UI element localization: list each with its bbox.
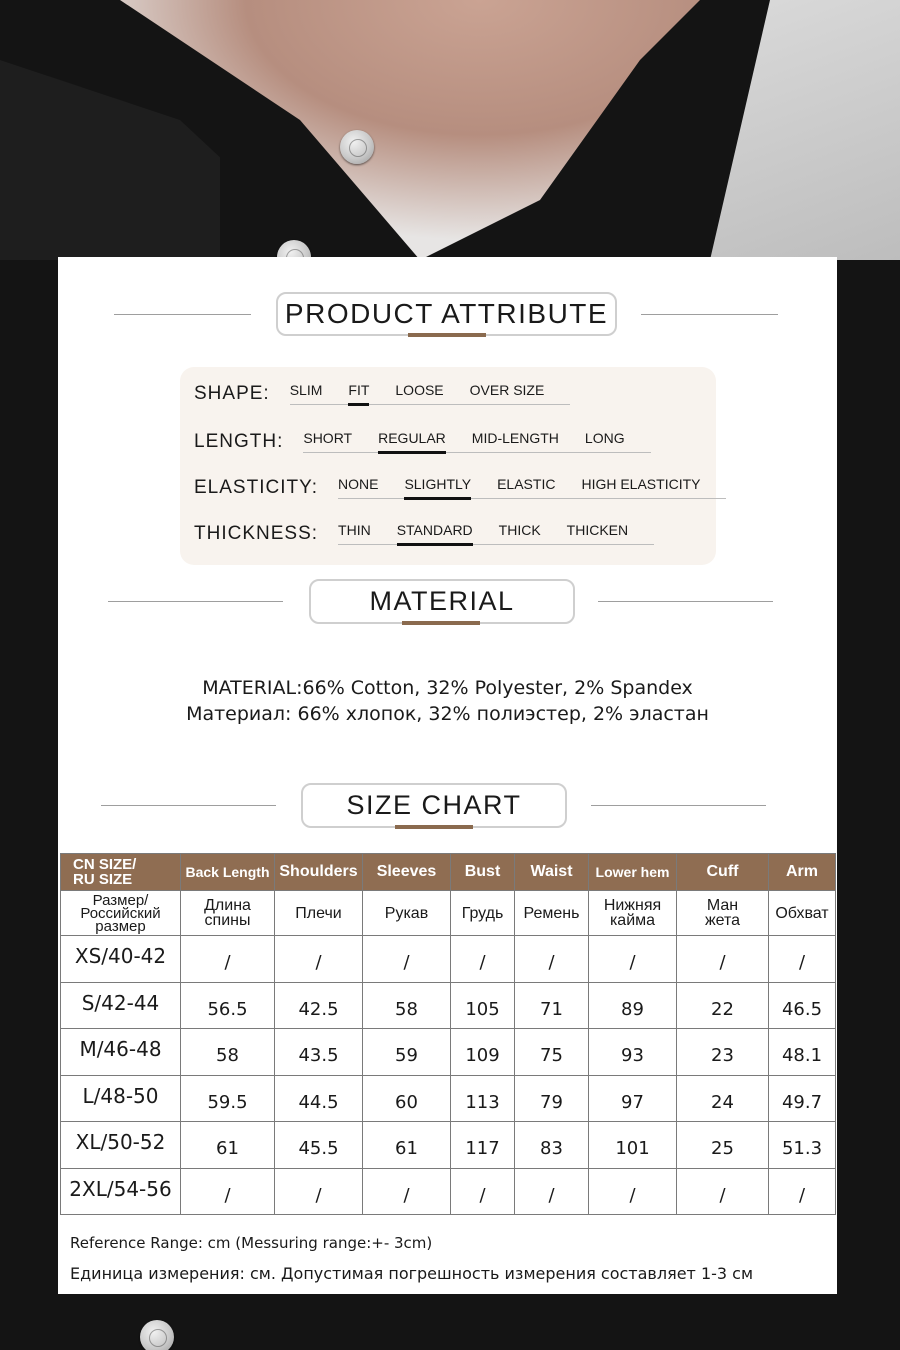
- table-row: [61, 1029, 836, 1076]
- attribute-label: THICKNESS:: [194, 523, 319, 544]
- measure-cell: 42.5: [275, 982, 363, 1029]
- attribute-option: OVER SIZE: [469, 382, 545, 398]
- attribute-option: STANDARD: [396, 522, 473, 538]
- measure-cell: /: [181, 936, 275, 983]
- column-header-ru: Рукав: [363, 891, 451, 936]
- attribute-option: REGULAR: [378, 430, 446, 446]
- measure-cell: 109: [451, 1029, 515, 1076]
- measure-cell: /: [363, 1168, 451, 1215]
- divider: [641, 314, 778, 315]
- measure-cell: 117: [451, 1122, 515, 1169]
- attribute-option: SLIM: [289, 382, 323, 398]
- measure-cell: /: [451, 1168, 515, 1215]
- measure-cell: /: [515, 1168, 589, 1215]
- attribute-option: LONG: [584, 430, 625, 446]
- column-header-ru: Обхват: [769, 891, 836, 936]
- attribute-row: [194, 515, 654, 545]
- attribute-option: HIGH ELASTICITY: [581, 476, 701, 492]
- column-header-ru: Нижняя кайма: [589, 891, 677, 936]
- material-en: MATERIAL:66% Cotton, 32% Polyester, 2% Spandex: [202, 677, 693, 699]
- section-title: PRODUCT ATTRIBUTE: [276, 292, 617, 336]
- measure-cell: 60: [363, 1075, 451, 1122]
- info-card: [58, 257, 837, 1294]
- attribute-option: THICK: [498, 522, 541, 538]
- attribute-row: [194, 375, 570, 405]
- measure-cell: 61: [181, 1122, 275, 1169]
- shirt-button-icon: [340, 130, 374, 164]
- measure-cell: 23: [677, 1029, 769, 1076]
- attribute-option: FIT: [348, 382, 370, 398]
- column-header: Shoulders: [275, 854, 363, 891]
- measure-cell: /: [275, 1168, 363, 1215]
- divider: [114, 314, 251, 315]
- attribute-options: [338, 522, 654, 545]
- measure-cell: 56.5: [181, 982, 275, 1029]
- attribute-label: ELASTICITY:: [194, 477, 318, 498]
- size-cell: XL/50-52: [61, 1122, 181, 1169]
- attribute-row: [194, 423, 651, 453]
- measure-cell: /: [589, 1168, 677, 1215]
- table-header-ru: [61, 891, 836, 936]
- measure-cell: 83: [515, 1122, 589, 1169]
- attribute-label: SHAPE:: [194, 383, 270, 404]
- measure-cell: 24: [677, 1075, 769, 1122]
- column-header-ru: Размер/ Российский размер: [61, 891, 181, 936]
- column-header-ru: Ман жета: [677, 891, 769, 936]
- column-header-ru: Длина спины: [181, 891, 275, 936]
- measure-cell: 49.7: [769, 1075, 836, 1122]
- measure-cell: 43.5: [275, 1029, 363, 1076]
- table-row: [61, 982, 836, 1029]
- measure-cell: 75: [515, 1029, 589, 1076]
- attribute-option: SLIGHTLY: [404, 476, 472, 492]
- column-header: Back Length: [181, 854, 275, 891]
- size-cell: M/46-48: [61, 1029, 181, 1076]
- size-cell: S/42-44: [61, 982, 181, 1029]
- measure-cell: 61: [363, 1122, 451, 1169]
- attribute-label: LENGTH:: [194, 431, 284, 452]
- measure-cell: 105: [451, 982, 515, 1029]
- attribute-options: [338, 476, 727, 499]
- table-row: [61, 1168, 836, 1215]
- product-attribute-header: [58, 257, 837, 357]
- column-header-ru: Ремень: [515, 891, 589, 936]
- column-header: Bust: [451, 854, 515, 891]
- measure-cell: 58: [363, 982, 451, 1029]
- column-header: Arm: [769, 854, 836, 891]
- measure-cell: 89: [589, 982, 677, 1029]
- measure-cell: 97: [589, 1075, 677, 1122]
- attribute-option: THICKEN: [566, 522, 629, 538]
- material-ru: Материал: 66% хлопок, 32% полиэстер, 2% эластан: [186, 703, 709, 725]
- table-row: [61, 1075, 836, 1122]
- title-accent: [408, 333, 486, 337]
- reference-note-ru: Единица измерения: см. Допустимая погрешность измерения составляет 1-3 см: [70, 1264, 754, 1283]
- shirt-button-icon: [140, 1320, 174, 1350]
- column-header: CN SIZE/ RU SIZE: [61, 854, 181, 891]
- divider: [101, 805, 276, 806]
- attribute-options: [303, 430, 650, 453]
- attribute-options: [290, 382, 571, 405]
- attribute-option: ELASTIC: [497, 476, 556, 492]
- divider: [108, 601, 283, 602]
- measure-cell: /: [515, 936, 589, 983]
- attribute-option: MID-LENGTH: [471, 430, 559, 446]
- size-table: [60, 853, 836, 1215]
- measure-cell: /: [275, 936, 363, 983]
- measure-cell: 71: [515, 982, 589, 1029]
- title-accent: [402, 621, 480, 625]
- table-header-en: [61, 854, 836, 891]
- measure-cell: 59: [363, 1029, 451, 1076]
- measure-cell: 79: [515, 1075, 589, 1122]
- attribute-option: SHORT: [303, 430, 353, 446]
- attribute-option: NONE: [337, 476, 379, 492]
- attribute-option: LOOSE: [395, 382, 444, 398]
- measure-cell: 59.5: [181, 1075, 275, 1122]
- measure-cell: /: [769, 936, 836, 983]
- measure-cell: /: [589, 936, 677, 983]
- title-accent: [395, 825, 473, 829]
- size-cell: 2XL/54-56: [61, 1168, 181, 1215]
- measure-cell: 93: [589, 1029, 677, 1076]
- measure-cell: /: [677, 1168, 769, 1215]
- reference-note-en: Reference Range: cm (Messuring range:+- 3cm): [70, 1234, 433, 1252]
- column-header: Waist: [515, 854, 589, 891]
- measure-cell: 113: [451, 1075, 515, 1122]
- section-title: SIZE CHART: [301, 783, 567, 828]
- column-header-ru: Грудь: [451, 891, 515, 936]
- measure-cell: 46.5: [769, 982, 836, 1029]
- size-cell: L/48-50: [61, 1075, 181, 1122]
- measure-cell: /: [451, 936, 515, 983]
- measure-cell: 51.3: [769, 1122, 836, 1169]
- measure-cell: 48.1: [769, 1029, 836, 1076]
- measure-cell: /: [677, 936, 769, 983]
- table-row: [61, 1122, 836, 1169]
- column-header: Lower hem: [589, 854, 677, 891]
- measure-cell: 58: [181, 1029, 275, 1076]
- attribute-panel: [180, 367, 716, 565]
- table-row: [61, 936, 836, 983]
- measure-cell: 101: [589, 1122, 677, 1169]
- measure-cell: 45.5: [275, 1122, 363, 1169]
- size-cell: XS/40-42: [61, 936, 181, 983]
- divider: [598, 601, 773, 602]
- measure-cell: /: [769, 1168, 836, 1215]
- attribute-row: [194, 469, 726, 499]
- column-header: Cuff: [677, 854, 769, 891]
- divider: [591, 805, 766, 806]
- measure-cell: /: [363, 936, 451, 983]
- column-header-ru: Плечи: [275, 891, 363, 936]
- section-title: MATERIAL: [309, 579, 575, 624]
- measure-cell: 25: [677, 1122, 769, 1169]
- measure-cell: 44.5: [275, 1075, 363, 1122]
- measure-cell: 22: [677, 982, 769, 1029]
- attribute-option: THIN: [338, 522, 371, 538]
- column-header: Sleeves: [363, 854, 451, 891]
- measure-cell: /: [181, 1168, 275, 1215]
